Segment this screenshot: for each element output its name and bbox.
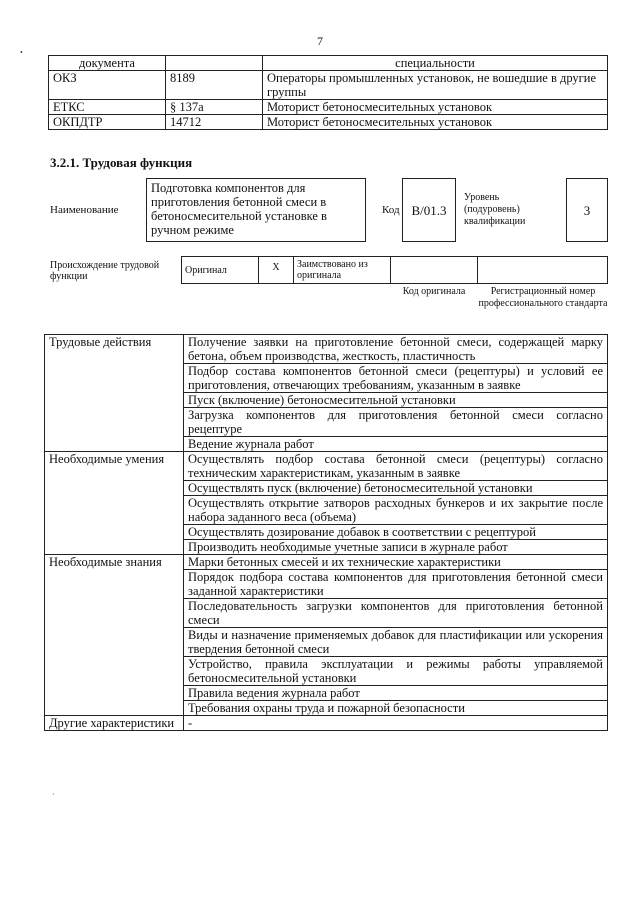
table-cell xyxy=(166,56,263,71)
table-row xyxy=(49,100,608,115)
category-cell: Другие характеристики xyxy=(45,716,184,731)
table-cell: Ведение журнала работ xyxy=(184,437,608,452)
table-cell: специальности xyxy=(263,56,608,71)
table-cell: § 137а xyxy=(166,100,263,115)
table-cell: Виды и назначение применяемых добавок для пластификации или ускорения твердения бетонной смеси xyxy=(184,628,608,657)
code-box: B/01.3 xyxy=(402,178,456,242)
table-cell: Получение заявки на приготовление бетонной смеси, содержащей марку бетона, объем производства, жесткость, пластичность xyxy=(184,335,608,364)
section-title: 3.2.1. Трудовая функция xyxy=(50,155,193,170)
table-row xyxy=(49,71,608,100)
table-cell: Подбор состава компонентов бетонной смеси (рецептуры) и условий ее приготовления, отвечающих требованиям, указанным в заявке xyxy=(184,364,608,393)
table-row xyxy=(49,56,608,71)
original-mark: X xyxy=(259,257,294,284)
origin-label: Происхождение трудовой функции xyxy=(50,260,160,282)
table-row xyxy=(182,257,608,284)
table-cell: Операторы промышленных установок, не вошедшие в другие группы xyxy=(263,71,608,100)
table-cell: Марки бетонных смесей и их технические характеристики xyxy=(184,555,608,570)
table-cell: - xyxy=(184,716,608,731)
table-cell: 8189 xyxy=(166,71,263,100)
borrowed-label: Заимствовано из оригинала xyxy=(294,257,391,284)
table-cell: Моторист бетоносмесительных установок xyxy=(263,100,608,115)
category-cell: Трудовые действия xyxy=(45,335,184,452)
table-cell: Моторист бетоносмесительных установок xyxy=(263,115,608,130)
category-cell: Необходимые умения xyxy=(45,452,184,555)
original-code-cell xyxy=(391,257,478,284)
table-row xyxy=(45,555,608,570)
original-code-caption: Код оригинала xyxy=(402,286,466,297)
table-cell: ОКПДТР xyxy=(49,115,166,130)
origin-table xyxy=(181,256,608,284)
scan-dot: • xyxy=(20,48,23,57)
level-label: Уровень (подуровень) квалификации xyxy=(464,192,526,227)
table-cell: документа xyxy=(49,56,166,71)
page-number: 7 xyxy=(317,34,323,48)
table-row xyxy=(45,335,608,364)
table-cell: Осуществлять подбор состава бетонной смеси (рецептуры) согласно техническим характеристикам, указанным в заявке xyxy=(184,452,608,481)
table-cell: Устройство, правила эксплуатации и режимы работы управляемой бетоносмесительной установки xyxy=(184,657,608,686)
name-label: Наименование xyxy=(50,204,119,216)
table-cell: 14712 xyxy=(166,115,263,130)
level-box: 3 xyxy=(566,178,608,242)
table-cell: Осуществлять пуск (включение) бетоносмесительной установки xyxy=(184,481,608,496)
table-cell: Загрузка компонентов для приготовления бетонной смеси согласно рецептуре xyxy=(184,408,608,437)
table-cell: ЕТКС xyxy=(49,100,166,115)
category-cell: Необходимые знания xyxy=(45,555,184,716)
table-cell: Осуществлять дозирование добавок в соответствии с рецептурой xyxy=(184,525,608,540)
table-cell: Производить необходимые учетные записи в журнале работ xyxy=(184,540,608,555)
function-name-box: Подготовка компонентов для приготовления бетонной смеси в бетоносмесительной установке в ручном режиме xyxy=(146,178,366,242)
code-label: Код xyxy=(382,204,400,216)
original-label: Оригинал xyxy=(182,257,259,284)
table-row xyxy=(45,452,608,481)
scan-dot: · xyxy=(52,790,55,799)
function-details-table xyxy=(44,334,608,731)
table-cell: Последовательность загрузки компонентов для приготовления бетонной смеси xyxy=(184,599,608,628)
table-cell: Правила ведения журнала работ xyxy=(184,686,608,701)
table-cell: Требования охраны труда и пожарной безопасности xyxy=(184,701,608,716)
classification-table xyxy=(48,55,608,130)
table-cell: Порядок подбора состава компонентов для приготовления бетонной смеси заданной характеристики xyxy=(184,570,608,599)
table-row xyxy=(45,716,608,731)
table-cell: ОКЗ xyxy=(49,71,166,100)
table-row xyxy=(49,115,608,130)
reg-number-caption: Регистрационный номер профессионального стандарта xyxy=(478,286,608,309)
table-cell: Осуществлять открытие затворов расходных бункеров и их закрытие после набора заданного веса (объема) xyxy=(184,496,608,525)
table-cell: Пуск (включение) бетоносмесительной установки xyxy=(184,393,608,408)
reg-number-cell xyxy=(478,257,608,284)
